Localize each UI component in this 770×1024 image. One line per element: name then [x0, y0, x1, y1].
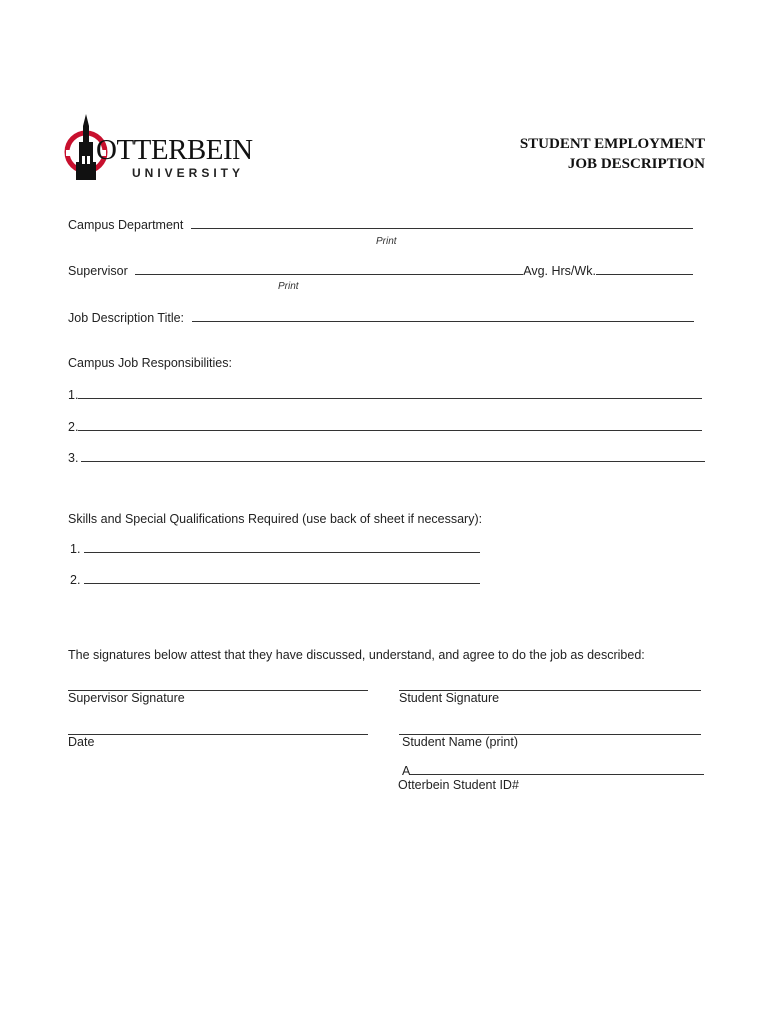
- skill-field-2[interactable]: [84, 572, 480, 584]
- logo-subtitle: UNIVERSITY: [132, 166, 245, 180]
- logo-wordmark: OTTERBEIN: [96, 134, 253, 166]
- student-id-field[interactable]: [410, 763, 704, 775]
- campus-department-label: Campus Department: [68, 218, 184, 232]
- student-name-block: [399, 734, 701, 749]
- student-id-row: [402, 763, 704, 778]
- responsibility-number: 2.: [68, 420, 79, 434]
- campus-department-row: [68, 217, 693, 232]
- supervisor-row: [68, 263, 693, 278]
- supervisor-hint: Print: [278, 281, 299, 292]
- student-id-label: Otterbein Student ID#: [398, 778, 519, 792]
- responsibility-item: [68, 450, 705, 465]
- avg-hrs-label: Avg. Hrs/Wk.: [523, 264, 596, 278]
- campus-department-field[interactable]: [191, 217, 693, 229]
- otterbein-logo: [62, 112, 252, 187]
- skills-heading: Skills and Special Qualifications Required (use back of sheet if necessary):: [68, 512, 483, 526]
- date-label: Date: [68, 735, 95, 749]
- skill-item: [70, 541, 480, 556]
- responsibility-number: 1.: [68, 388, 79, 402]
- campus-department-hint: Print: [376, 236, 397, 247]
- student-signature-block: [399, 690, 701, 705]
- responsibility-item: [68, 387, 702, 402]
- responsibility-field-1[interactable]: [78, 387, 702, 399]
- responsibility-field-2[interactable]: [78, 419, 702, 431]
- document-title: [520, 134, 705, 174]
- job-title-row: [68, 310, 694, 325]
- responsibility-field-3[interactable]: [81, 450, 705, 462]
- avg-hrs-field[interactable]: [596, 263, 693, 275]
- skill-field-1[interactable]: [84, 541, 480, 553]
- signature-statement: The signatures below attest that they have discussed, understand, and agree to do the job as described:: [68, 648, 645, 662]
- supervisor-signature-label: Supervisor Signature: [68, 691, 185, 705]
- title-line-2: JOB DESCRIPTION: [567, 156, 705, 172]
- job-title-label: Job Description Title:: [68, 311, 185, 325]
- skill-number: 1.: [70, 542, 81, 556]
- responsibility-number: 3.: [68, 451, 79, 465]
- supervisor-signature-block: [68, 690, 368, 705]
- supervisor-label: Supervisor: [68, 264, 128, 278]
- date-block: [68, 734, 368, 749]
- responsibilities-heading: Campus Job Responsibilities:: [68, 356, 232, 370]
- job-title-field[interactable]: [192, 310, 694, 322]
- student-name-label: Student Name (print): [402, 735, 519, 749]
- responsibility-item: [68, 419, 702, 434]
- skill-item: [70, 572, 480, 587]
- title-line-1: STUDENT EMPLOYMENT: [519, 136, 705, 152]
- student-id-prefix: A: [402, 764, 411, 778]
- supervisor-field[interactable]: [135, 263, 523, 275]
- skill-number: 2.: [70, 573, 81, 587]
- student-signature-label: Student Signature: [399, 691, 500, 705]
